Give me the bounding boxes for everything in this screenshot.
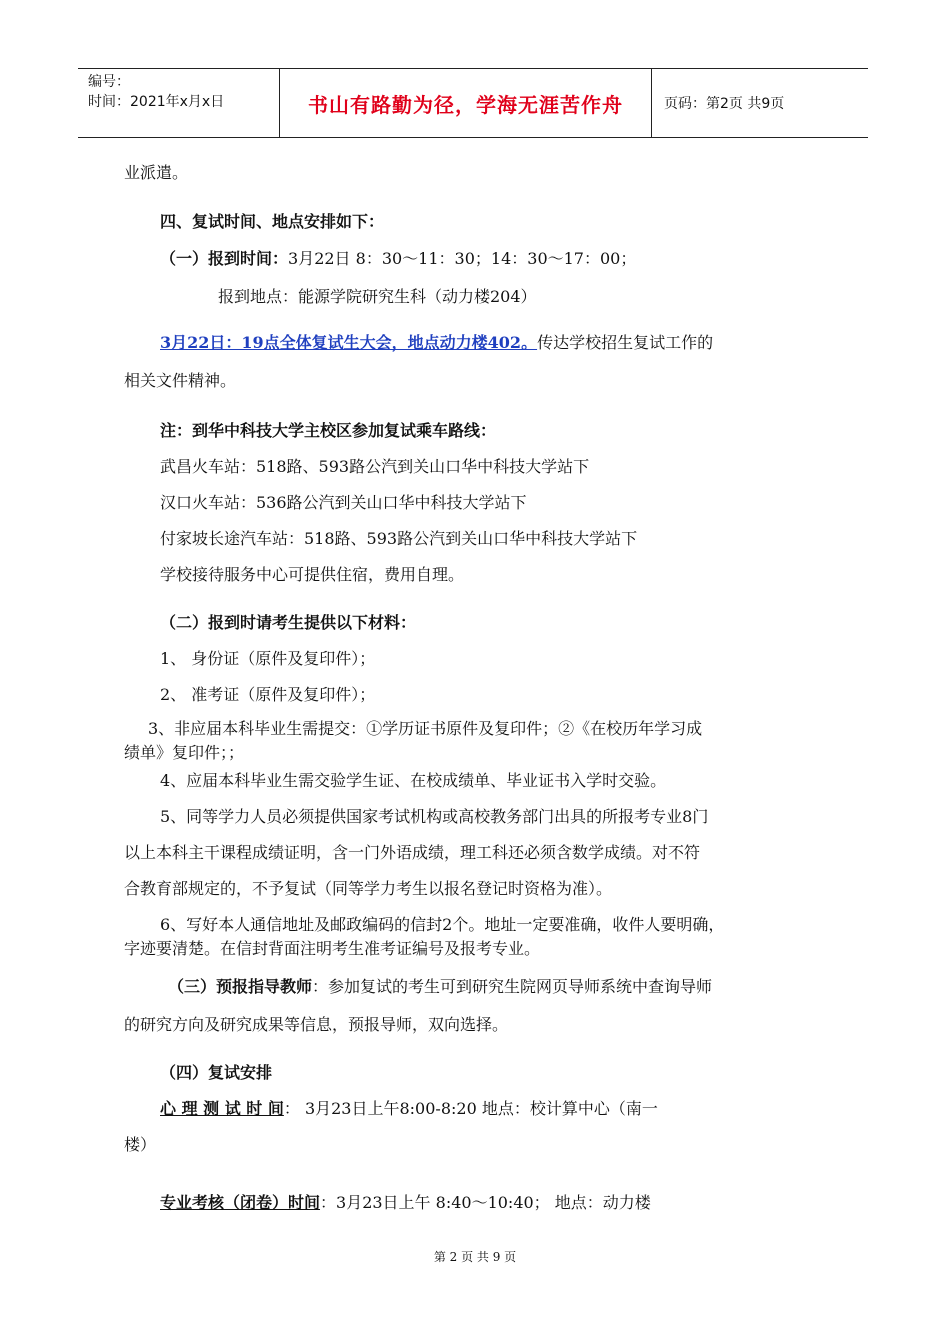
route-item: 汉口火车站：536路公汽到关山口华中科技大学站下 bbox=[160, 493, 527, 512]
route-item: 武昌火车站：518路、593路公汽到关山口华中科技大学站下 bbox=[160, 457, 590, 476]
schedule-label: 心 理 测 试 时 间 bbox=[160, 1099, 284, 1118]
list-item: 1、 身份证（原件及复印件）； bbox=[160, 649, 376, 668]
subsection-heading: （四）复试安排 bbox=[160, 1063, 273, 1082]
schedule-label: 专业考核（闭卷）时间 bbox=[160, 1193, 321, 1212]
meeting-desc: 传达学校招生复试工作的 bbox=[537, 333, 714, 352]
section-heading: 四、复试时间、地点安排如下： bbox=[160, 212, 385, 231]
list-item-continued: 绩单》复印件；； bbox=[124, 743, 245, 762]
header-page-code: 页码：第2页 共9页 bbox=[664, 96, 785, 112]
advisor-desc: ：参加复试的考生可到研究生院网页导师系统中查询导师 bbox=[312, 977, 713, 996]
list-item-continued: 字迹要清楚。在信封背面注明考生准考证编号及报考专业。 bbox=[124, 939, 541, 958]
page-footer: 第 2 页 共 9 页 bbox=[433, 1250, 517, 1264]
list-item: 4、应届本科毕业生需交验学生证、在校成绩单、毕业证书入学时交验。 bbox=[160, 771, 667, 790]
subsection-label: （一）报到时间： bbox=[160, 249, 289, 268]
schedule-continued: 楼） bbox=[124, 1135, 157, 1154]
text-line: 学校接待服务中心可提供住宿，费用自理。 bbox=[160, 565, 465, 584]
checkin-location: 报到地点：能源学院研究生科（动力楼204） bbox=[218, 287, 537, 306]
text-line bbox=[160, 248, 636, 270]
subsection-heading: （二）报到时请考生提供以下材料： bbox=[160, 613, 417, 632]
list-item-continued: 合教育部规定的，不予复试（同等学力考生以报名登记时资格为准）。 bbox=[124, 879, 613, 898]
schedule-detail: ：3月23日上午 8:40～10:40； 地点：动力楼 bbox=[320, 1193, 651, 1212]
subsection-label: （三）预报指导教师 bbox=[168, 977, 313, 996]
route-heading: 注：到华中科技大学主校区参加复试乘车路线： bbox=[160, 421, 497, 440]
schedule-item bbox=[160, 1192, 651, 1214]
list-item: 5、同等学力人员必须提供国家考试机构或高校教务部门出具的所报考专业8门 bbox=[160, 807, 709, 826]
text-line: 相关文件精神。 bbox=[124, 371, 237, 390]
header-motto: 书山有路勤为径，学海无涯苦作舟 bbox=[280, 69, 652, 137]
header-meta bbox=[78, 69, 280, 137]
route-item: 付家坡长途汽车站：518路、593路公汽到关山口华中科技大学站下 bbox=[160, 529, 638, 548]
text-line: 的研究方向及研究成果等信息，预报导师，双向选择。 bbox=[124, 1015, 509, 1034]
list-item: 6、写好本人通信地址及邮政编码的信封2个。地址一定要准确，收件人要明确， bbox=[160, 915, 725, 934]
page-header bbox=[78, 68, 868, 138]
list-item-continued: 以上本科主干课程成绩证明，含一门外语成绩，理工科还必须含数学成绩。对不符 bbox=[124, 843, 701, 862]
schedule-detail: ： 3月23日上午8:00-8:20 地点：校计算中心（南一 bbox=[283, 1099, 658, 1118]
list-item: 2、 准考证（原件及复印件）； bbox=[160, 685, 376, 704]
text-line: 业派遣。 bbox=[124, 163, 189, 182]
text-line bbox=[168, 976, 712, 998]
list-item: 3、非应届本科毕业生需提交：①学历证书原件及复印件；②《在校历年学习成 bbox=[148, 719, 703, 738]
meeting-link[interactable]: 3月22日：19点全体复试生大会，地点动力楼402。 bbox=[160, 333, 538, 352]
schedule-item bbox=[160, 1098, 658, 1120]
doc-time-label: 时间：2021年x月x日 bbox=[88, 94, 225, 110]
doc-number-label: 编号： bbox=[88, 74, 130, 90]
checkin-time: 3月22日 8：30～11：30；14：30～17：00； bbox=[288, 249, 637, 268]
text-line bbox=[160, 332, 713, 354]
